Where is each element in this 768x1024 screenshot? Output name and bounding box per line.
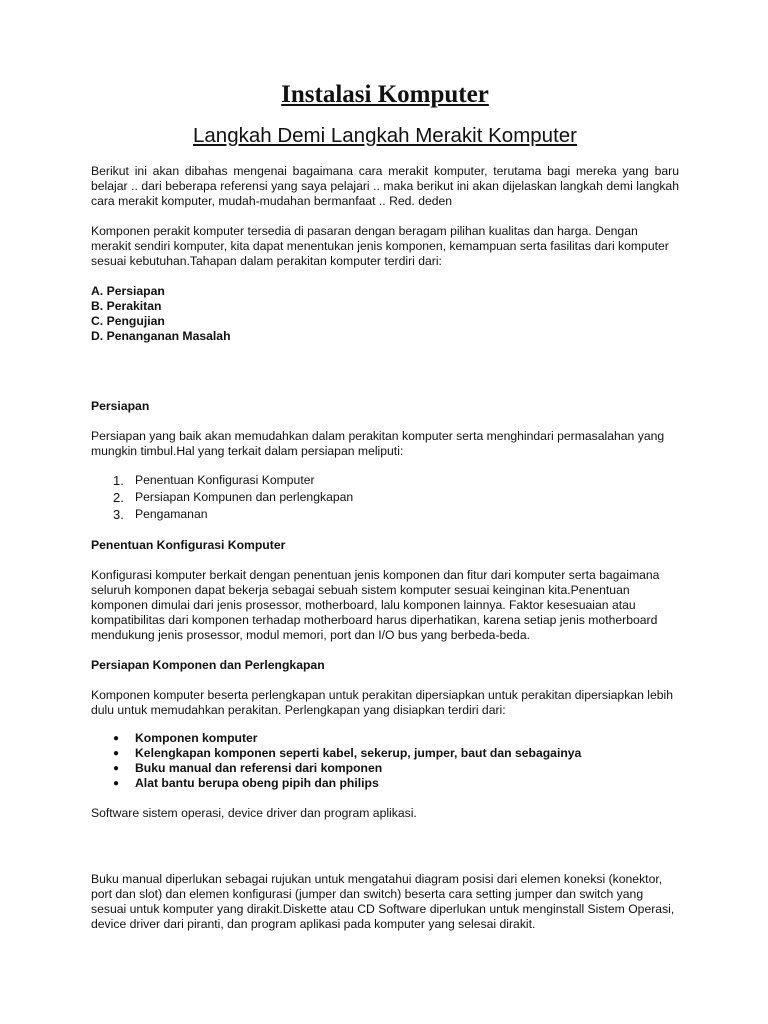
list-item (91, 761, 679, 776)
bullet-icon: ● (113, 748, 120, 759)
list-text: Penentuan Konfigurasi Komputer (135, 473, 315, 487)
stage-item: B. Perakitan (91, 299, 162, 313)
persiapan-paragraph: Persiapan yang baik akan memudahkan dalam perakitan komputer serta menghindari permasalahan yang mungkin timbul.Hal yang terkait dalam persiapan meliputi: (91, 429, 665, 458)
list-item (91, 746, 679, 761)
equipment-list (91, 731, 679, 791)
list-item (91, 489, 679, 506)
prep-list (91, 472, 679, 523)
manual-paragraph: Buku manual diperlukan sebagai rujukan untuk mengatahui diagram posisi dari elemen koneksi (konektor, port dan slot) dan elemen konfigurasi (jumper dan switch) beserta cara setting jumper dan switch yang sesuai untuk komputer yang dirakit.Diskette atau CD Software diperlukan untuk menginstall Sistem Operasi, device driver dari piranti, dan program aplikasi pada komputer yang selesai dirakit. (91, 872, 675, 931)
bullet-icon: ● (113, 763, 120, 774)
list-text: Komponen komputer (135, 731, 258, 745)
list-item (91, 776, 679, 791)
stage-item: C. Pengujian (91, 314, 165, 328)
list-number: 2. (113, 490, 124, 505)
document-content (91, 80, 679, 932)
komponen-paragraph: Komponen komputer beserta perlengkapan untuk perakitan dipersiapkan untuk perakitan dipersiapkan lebih dulu untuk memudahkan perakitan. Perlengkapan yang disiapkan terdiri dari: (91, 688, 673, 717)
list-text: Kelengkapan komponen seperti kabel, sekerup, jumper, baut dan sebagainya (135, 746, 582, 760)
konfigurasi-paragraph: Konfigurasi komputer berkait dengan penentuan jenis komponen dan fitur dari komputer serta bagaimana seluruh komponen dapat bekerja sebagai sebuah sistem komputer sesuai keinginan kita.Penentuan komponen dimulai dari jenis prosessor, motherboard, lalu komponen lainnya. Faktor kesesuaian atau kompatibilitas dari komponen terhadap motherboard harus diperhatikan, karena setiap jenis motherboard mendukung jenis prosessor, modul memori, port dan I/O bus yang berbeda-beda. (91, 568, 660, 642)
bullet-icon: ● (113, 778, 120, 789)
stage-item: A. Persiapan (91, 284, 165, 298)
list-text: Buku manual dan referensi dari komponen (135, 761, 383, 775)
intro-paragraph: Berikut ini akan dibahas mengenai bagaimana cara merakit komputer, terutama bagi mereka yang baru belajar .. dari beberapa referensi yang saya pelajari .. maka berikut ini akan dijelaskan langkah demi langkah cara merakit komputer, mudah-mudahan bermanfaat .. Red. deden (91, 164, 679, 208)
document-subtitle: Langkah Demi Langkah Merakit Komputer (192, 124, 577, 147)
components-paragraph: Komponen perakit komputer tersedia di pasaran dengan beragam pilihan kualitas dan harga. Dengan merakit sendiri komputer, kita dapat menentukan jenis komponen, kemampuan serta fasilitas dari komputer sesuai kebutuhan.Tahapan dalam perakitan komputer terdiri dari: (91, 224, 669, 268)
heading-komponen: Persiapan Komponen dan Perlengkapan (91, 658, 325, 672)
bullet-icon: ● (113, 733, 120, 744)
stages-list (91, 284, 679, 344)
list-text: Alat bantu berupa obeng pipih dan philips (135, 776, 379, 790)
document-title: Instalasi Komputer (281, 81, 489, 108)
list-text: Pengamanan (135, 507, 208, 521)
list-text: Persiapan Kompunen dan perlengkapan (135, 490, 354, 504)
heading-persiapan: Persiapan (91, 399, 150, 413)
software-paragraph: Software sistem operasi, device driver dan program aplikasi. (91, 806, 417, 820)
heading-konfigurasi: Penentuan Konfigurasi Komputer (91, 538, 286, 552)
list-number: 3. (113, 507, 124, 522)
list-item (91, 731, 679, 746)
list-number: 1. (113, 473, 124, 488)
stage-item: D. Penanganan Masalah (91, 329, 231, 343)
list-item (91, 506, 679, 523)
list-item (91, 472, 679, 489)
